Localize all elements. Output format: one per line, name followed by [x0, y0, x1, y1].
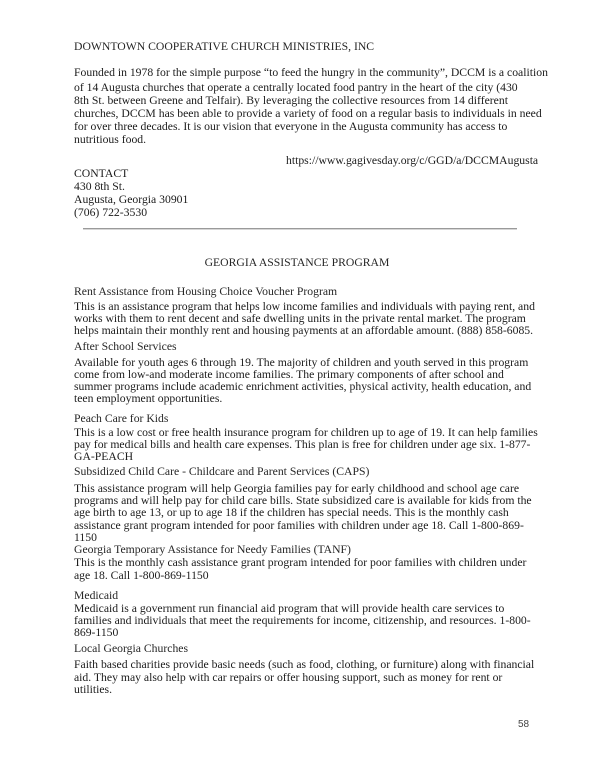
- section-heading: GEORGIA ASSISTANCE PROGRAM: [204, 256, 390, 269]
- program-line: pay for medical bills and health care expenses. This plan is free for children under age six. 1-877-: [74, 438, 531, 451]
- program-line: Available for youth ages 6 through 19. The majority of children and youth served in this program: [74, 356, 529, 369]
- program-line: summer programs include academic enrichment activities, physical activity, health education, and: [74, 380, 532, 393]
- contact-phone: (706) 722-3530: [74, 206, 148, 219]
- program-line: utilities.: [74, 683, 112, 696]
- program-line: come from low-and moderate income families. The primary components of after school and: [74, 368, 504, 381]
- program-title: Medicaid: [74, 589, 119, 602]
- program-line: assistance grant program intended for poor families with children under age 18. Call 1-800-869-: [74, 519, 524, 532]
- program-line: 869-1150: [74, 626, 119, 639]
- program-line: GA-PEACH: [74, 450, 134, 463]
- program-line: works with them to rent decent and safe dwelling units in the private rental market. The program: [74, 312, 526, 325]
- program-title: Rent Assistance from Housing Choice Voucher Program: [74, 285, 338, 298]
- program-line: families and individuals that meet the requirements for income, citizenship, and resources. 1-800-: [74, 614, 531, 627]
- program-line: This is the monthly cash assistance grant program intended for poor families with children under: [74, 556, 527, 569]
- description-line: Founded in 1978 for the simple purpose “to feed the hungry in the community”, DCCM is a coalition: [74, 66, 548, 79]
- description-line: churches, DCCM has been able to provide a variety of food on a regular basis to individuals in need: [74, 107, 542, 120]
- page-number: 58: [518, 719, 530, 730]
- program-line: Faith based charities provide basic needs (such as food, clothing, or furniture) along with financial: [74, 658, 535, 671]
- program-line: teen employment opportunities.: [74, 392, 223, 405]
- contact-city: Augusta, Georgia 30901: [74, 193, 189, 206]
- program-line: This assistance program will help Georgia families pay for early childhood and school age care: [74, 482, 520, 495]
- program-line: This is a low cost or free health insurance program for children up to age of 19. It can help families: [74, 426, 538, 439]
- program-line: programs and will help pay for child care bills. State subsidized care is available for kids from the: [74, 494, 532, 507]
- org-title: DOWNTOWN COOPERATIVE CHURCH MINISTRIES, INC: [74, 40, 375, 53]
- program-title: Local Georgia Churches: [74, 642, 189, 655]
- program-title: Subsidized Child Care - Childcare and Parent Services (CAPS): [74, 465, 370, 478]
- description-line: for over three decades. It is our vision that everyone in the Augusta community has access to: [74, 120, 508, 133]
- description-line: 8th St. between Greene and Telfair). By leveraging the collective resources from 14 different: [74, 94, 508, 107]
- program-line: This is an assistance program that helps low income families and individuals with paying rent, and: [74, 300, 535, 313]
- program-title: Georgia Temporary Assistance for Needy Families (TANF): [74, 543, 351, 556]
- contact-street: 430 8th St.: [74, 180, 125, 193]
- horizontal-divider: [83, 228, 517, 230]
- program-line: aid. They may also help with car repairs or offer housing support, such as money for rent or: [74, 671, 503, 684]
- program-title: Peach Care for Kids: [74, 412, 169, 425]
- org-website-link[interactable]: https://www.gagivesday.org/c/GGD/a/DCCMAugusta: [286, 154, 539, 167]
- program-line: age birth to age 13, or up to age 18 if the children has special needs. This is the monthly cash: [74, 506, 509, 519]
- contact-label: CONTACT: [74, 167, 129, 180]
- description-line: nutritious food.: [74, 133, 147, 146]
- program-line: 1150: [74, 531, 97, 544]
- program-line: age 18. Call 1-800-869-1150: [74, 569, 209, 582]
- program-line: Medicaid is a government run financial aid program that will provide health care services to: [74, 602, 505, 615]
- program-line: helps maintain their monthly rent and housing payments at an affordable amount. (888) 858-6085.: [74, 324, 534, 337]
- program-title: After School Services: [74, 340, 177, 353]
- description-line: of 14 Augusta churches that operate a centrally located food pantry in the heart of the city (430: [74, 81, 518, 94]
